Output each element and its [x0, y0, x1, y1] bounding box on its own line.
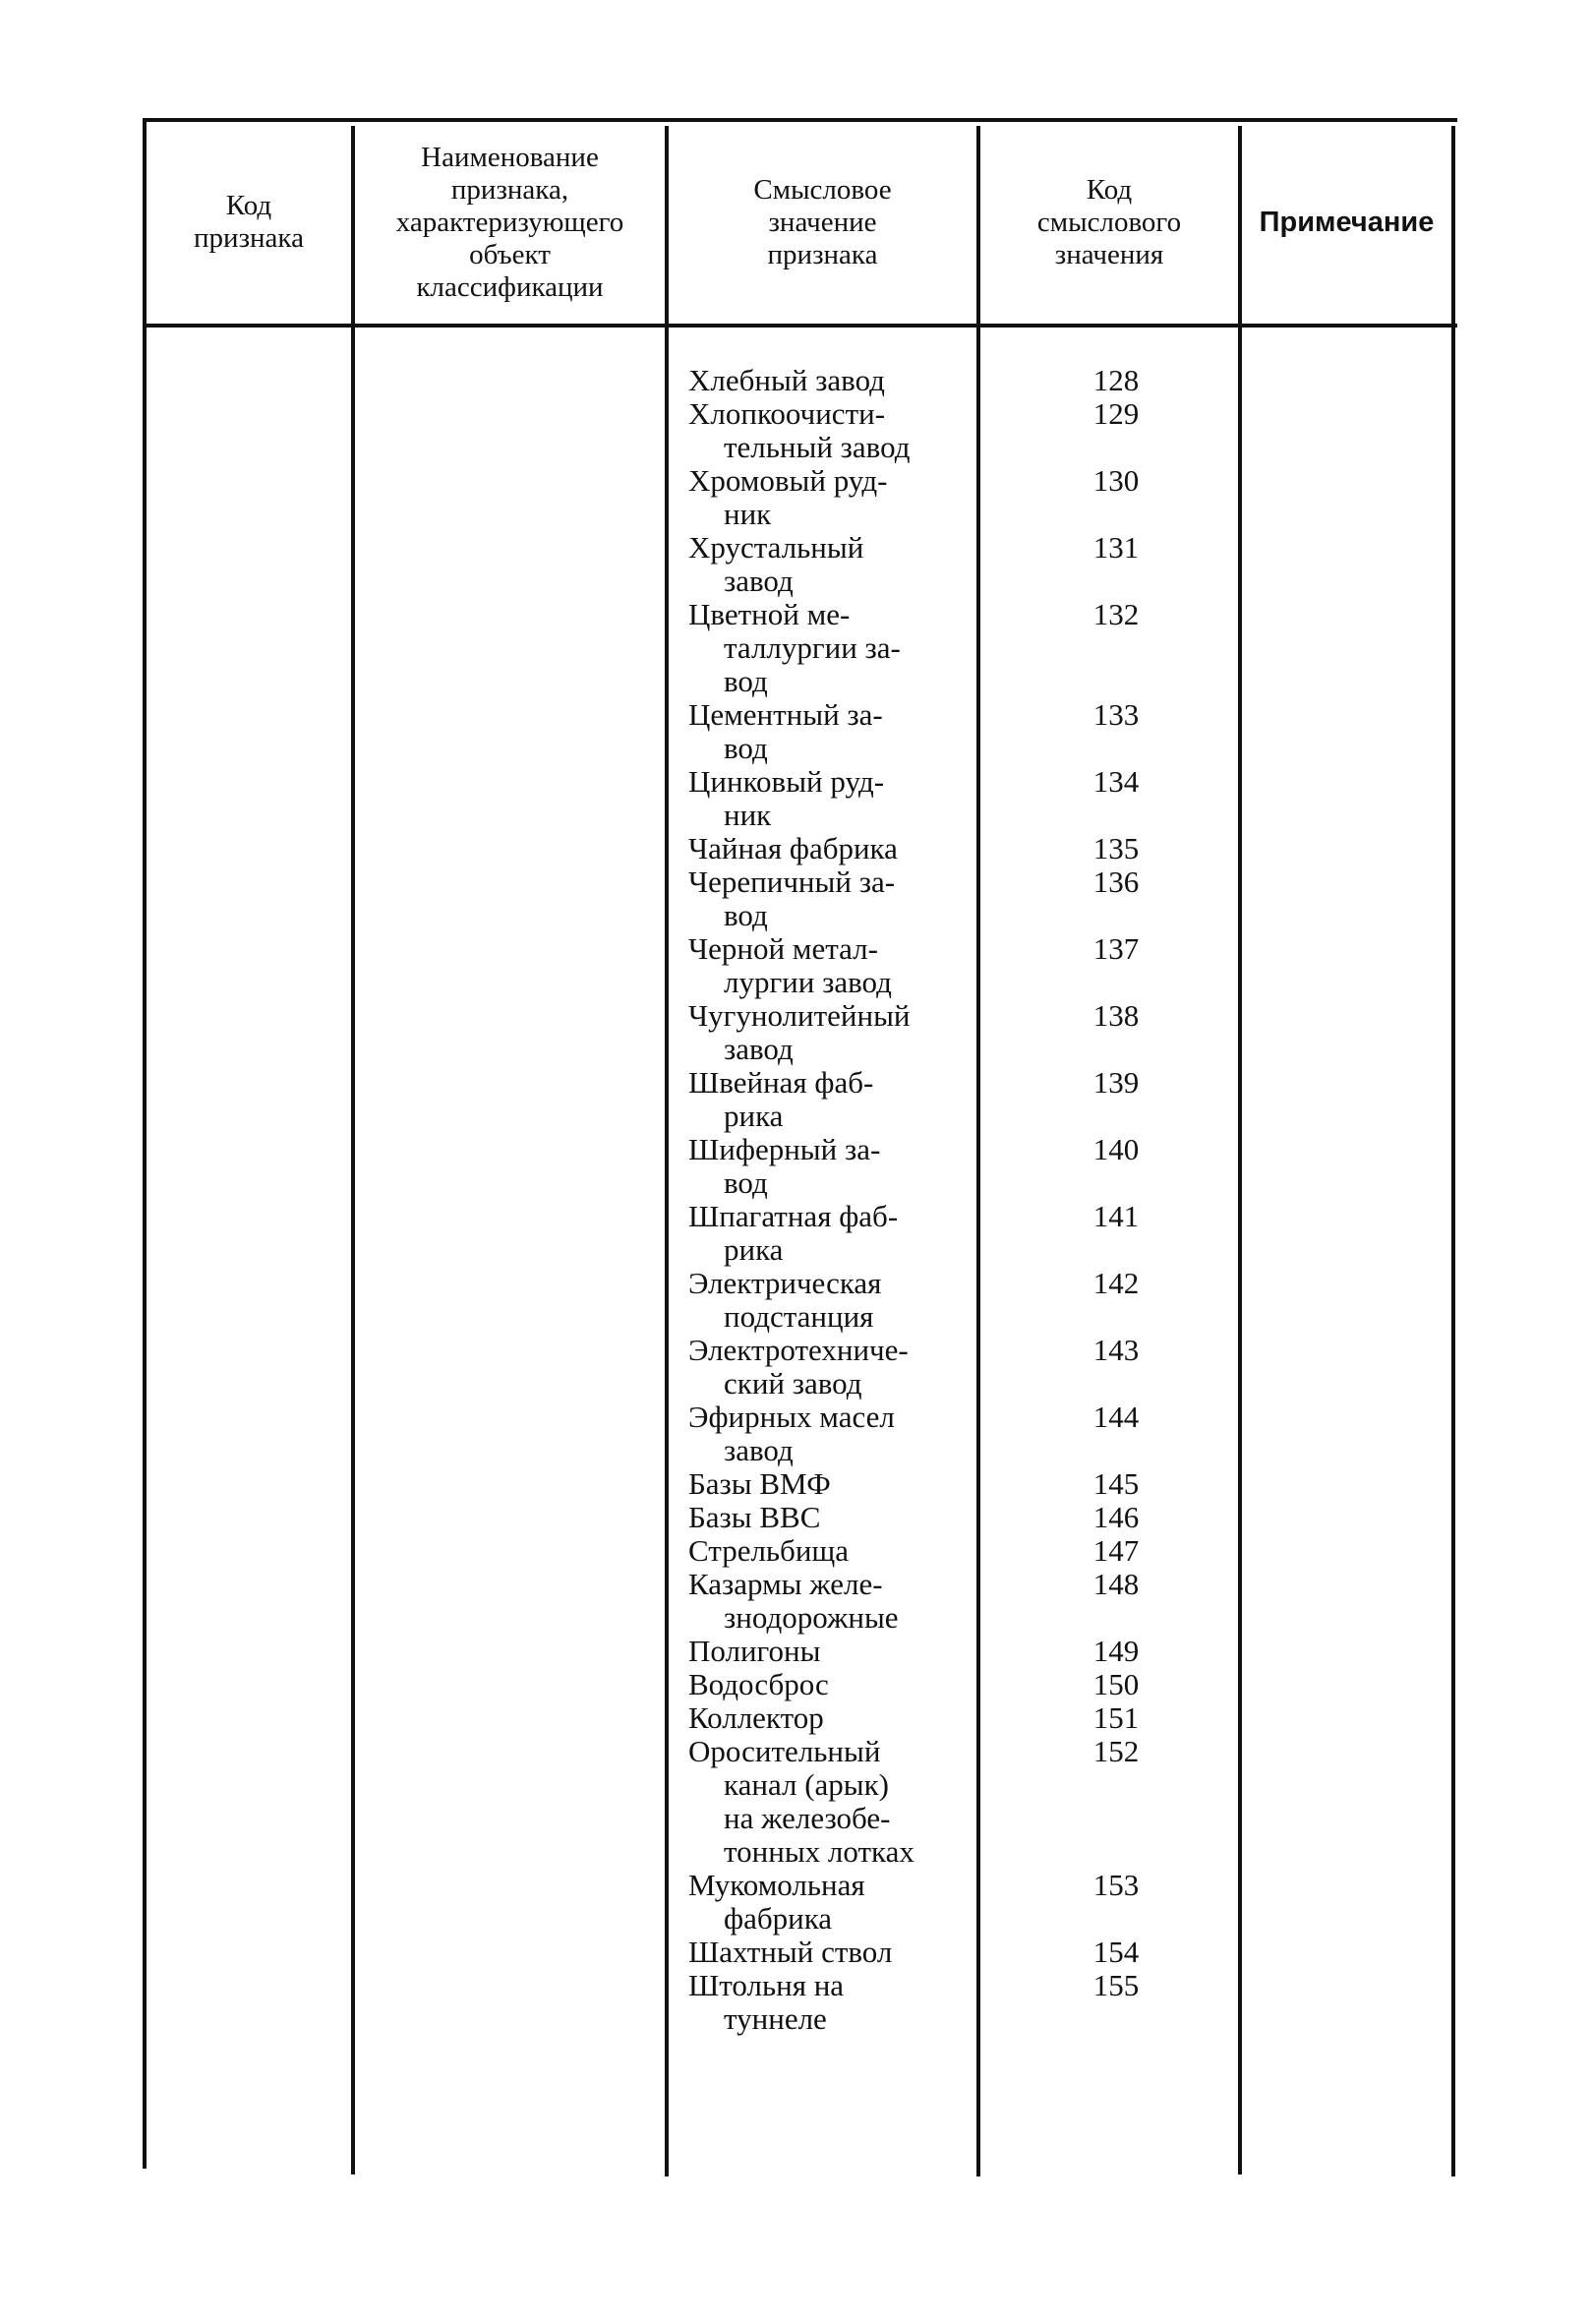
semantic-code: 155 [1092, 1968, 1140, 2002]
semantic-code: 134 [1092, 764, 1140, 799]
header-feature-code [147, 126, 350, 319]
semantic-code: 136 [1092, 864, 1140, 899]
semantic-value-line: Шиферный за- [688, 1132, 881, 1166]
header-semantic-code-line-2: смыслового [1036, 206, 1182, 238]
header-bottom-rule [143, 324, 1457, 328]
semantic-value-line: Цинковый руд- [688, 764, 885, 799]
semantic-code: 148 [1092, 1567, 1140, 1601]
semantic-value-line: Казармы желе- [688, 1567, 883, 1601]
header-feature-name-line-5: классификации [416, 270, 604, 303]
semantic-value-line: Мукомольная [688, 1868, 865, 1902]
header-feature-code-line-1: Код [225, 190, 272, 221]
semantic-code: 133 [1092, 697, 1140, 732]
semantic-value-line: ник [724, 798, 772, 832]
semantic-code: 150 [1092, 1667, 1140, 1701]
semantic-value-line: ник [724, 497, 772, 531]
semantic-value [688, 397, 964, 464]
semantic-value [688, 832, 964, 865]
semantic-value [688, 1568, 964, 1635]
semantic-code: 128 [1092, 363, 1140, 397]
semantic-value-line: Базы ВВС [688, 1500, 821, 1534]
header-note [1243, 126, 1450, 319]
column-line-1 [143, 120, 147, 2169]
semantic-value-line: вод [724, 731, 768, 765]
semantic-code: 149 [1092, 1634, 1140, 1668]
semantic-code: 144 [1092, 1400, 1140, 1434]
semantic-value-line: Стрельбища [688, 1533, 850, 1568]
semantic-value [688, 1334, 964, 1400]
semantic-value [688, 1534, 964, 1568]
semantic-value-line: Шпагатная фаб- [688, 1199, 899, 1233]
semantic-value-line: фабрика [724, 1901, 833, 1936]
semantic-code: 132 [1092, 597, 1140, 631]
semantic-value-line: подстанция [724, 1299, 874, 1334]
semantic-value-line: завод [724, 564, 794, 598]
header-semantic-code [981, 126, 1237, 319]
semantic-value [688, 1701, 964, 1735]
header-note-line-1: Примечание [1259, 206, 1435, 238]
semantic-value-line: лургии завод [724, 965, 892, 999]
semantic-code: 142 [1092, 1266, 1140, 1300]
semantic-code: 153 [1092, 1868, 1140, 1902]
header-semantic-value-line-3: признака [767, 238, 878, 270]
semantic-value-line: Штольня на [688, 1968, 845, 2002]
semantic-value [688, 464, 964, 531]
semantic-code: 147 [1092, 1533, 1140, 1568]
semantic-value-line: Черной метал- [688, 931, 878, 966]
semantic-code: 135 [1092, 831, 1140, 865]
semantic-value [688, 1635, 964, 1668]
semantic-value [688, 1133, 964, 1200]
semantic-code: 154 [1092, 1935, 1140, 1969]
semantic-value [688, 1501, 964, 1534]
semantic-value-line: Швейная фаб- [688, 1065, 874, 1100]
semantic-value [688, 531, 964, 598]
semantic-value-line: Чугунолитейный [688, 998, 911, 1033]
semantic-value-line: туннеле [724, 2001, 827, 2036]
semantic-code: 152 [1092, 1734, 1140, 1768]
semantic-value [688, 1066, 964, 1133]
semantic-value-line: тонных лотках [724, 1834, 914, 1869]
header-semantic-value-line-2: значение [768, 206, 877, 238]
header-semantic-value [670, 126, 975, 319]
semantic-code: 141 [1092, 1199, 1140, 1233]
semantic-value-line: Коллектор [688, 1700, 824, 1735]
semantic-value [688, 1200, 964, 1267]
semantic-value-line: на железобе- [724, 1801, 891, 1835]
semantic-value-line: Оросительный [688, 1734, 881, 1768]
column-line-3 [665, 126, 669, 2176]
semantic-value [688, 1969, 964, 2036]
header-semantic-code-line-1: Код [1086, 173, 1133, 206]
semantic-value [688, 932, 964, 999]
semantic-value-line: тельный завод [724, 430, 911, 464]
column-line-4 [976, 126, 980, 2176]
semantic-value [688, 698, 964, 765]
semantic-value [688, 1668, 964, 1701]
semantic-value-line: ский завод [724, 1366, 862, 1400]
semantic-value-line: канал (арык) [724, 1767, 889, 1802]
table-top-rule [143, 118, 1457, 122]
semantic-value-line: Цементный за- [688, 697, 883, 732]
semantic-value [688, 765, 964, 832]
semantic-value [688, 1267, 964, 1334]
semantic-value [688, 1735, 964, 1869]
semantic-value-line: вод [724, 898, 768, 932]
semantic-code: 130 [1092, 463, 1140, 498]
header-feature-code-line-2: признака [194, 222, 304, 254]
semantic-code: 151 [1092, 1700, 1140, 1735]
semantic-value-line: завод [724, 1433, 794, 1467]
semantic-value-line: Шахтный ствол [688, 1935, 893, 1969]
semantic-value-line: Базы ВМФ [688, 1466, 831, 1501]
header-feature-name [356, 126, 664, 319]
header-semantic-code-line-3: значения [1054, 238, 1164, 270]
header-semantic-value-line-1: Смысловое [753, 173, 892, 206]
semantic-value-line: Черепичный за- [688, 864, 896, 899]
semantic-value-line: Эфирных масел [688, 1400, 895, 1434]
column-line-6 [1451, 126, 1455, 2176]
semantic-value [688, 1936, 964, 1969]
semantic-value-line: Полигоны [688, 1634, 821, 1668]
semantic-value-line: завод [724, 1032, 794, 1066]
semantic-value-line: знодорожные [724, 1600, 899, 1635]
semantic-code: 145 [1092, 1466, 1140, 1501]
semantic-value-line: Электрическая [688, 1266, 882, 1300]
semantic-value-line: Водосброс [688, 1667, 829, 1701]
header-feature-name-line-3: характеризующего [395, 206, 624, 238]
semantic-code: 137 [1092, 931, 1140, 966]
semantic-code: 146 [1092, 1500, 1140, 1534]
semantic-value-line: рика [724, 1099, 784, 1133]
semantic-value-line: Цветной ме- [688, 597, 851, 631]
semantic-value-line: Электротехниче- [688, 1333, 909, 1367]
semantic-value-line: Хлебный завод [688, 363, 885, 397]
semantic-value-line: Хрустальный [688, 530, 864, 565]
semantic-value-line: вод [724, 1165, 768, 1200]
column-line-2 [351, 126, 355, 2175]
semantic-value [688, 865, 964, 932]
semantic-value-line: таллургии за- [724, 630, 901, 665]
semantic-code: 139 [1092, 1065, 1140, 1100]
semantic-value-line: рика [724, 1232, 784, 1267]
semantic-code: 140 [1092, 1132, 1140, 1166]
header-feature-name-line-4: объект [469, 238, 551, 270]
semantic-value-line: Хромовый руд- [688, 463, 888, 498]
semantic-value [688, 999, 964, 1066]
semantic-code: 129 [1092, 396, 1140, 431]
semantic-code: 138 [1092, 998, 1140, 1033]
header-feature-name-line-2: признака, [450, 173, 569, 206]
semantic-value [688, 1869, 964, 1936]
header-feature-name-line-1: Наименование [421, 141, 599, 173]
semantic-value [688, 364, 964, 397]
semantic-value [688, 598, 964, 698]
semantic-value-line: вод [724, 664, 768, 698]
semantic-value-line: Чайная фабрика [688, 831, 898, 865]
semantic-value [688, 1400, 964, 1467]
semantic-value-line: Хлопкоочисти- [688, 396, 886, 431]
semantic-code: 131 [1092, 530, 1140, 565]
semantic-code: 143 [1092, 1333, 1140, 1367]
semantic-value [688, 1467, 964, 1501]
